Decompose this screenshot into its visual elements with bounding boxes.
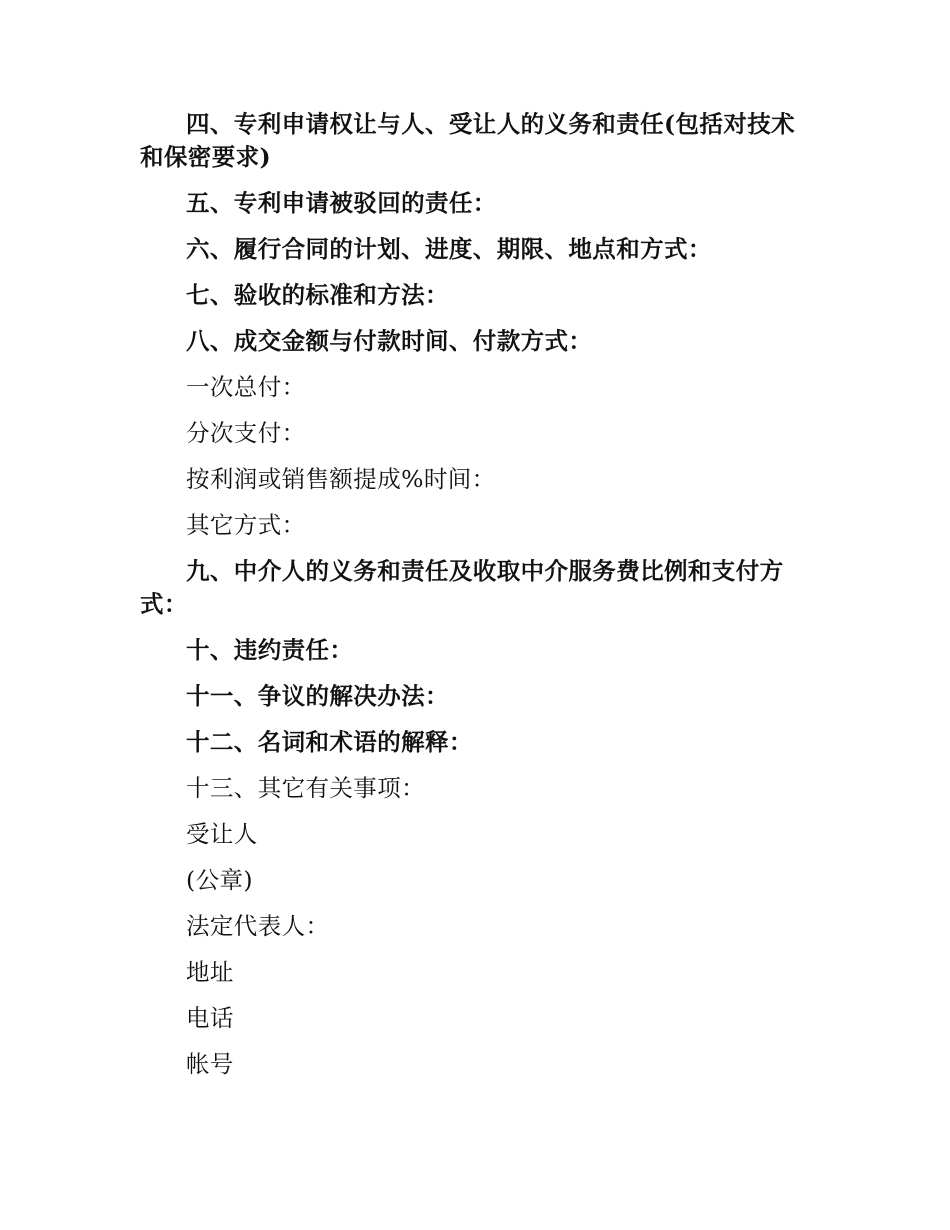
address-label: 地址 bbox=[186, 958, 234, 986]
clause-8-payment: 八、成交金额与付款时间、付款方式： bbox=[186, 327, 593, 355]
clause-10-breach: 十、违约责任： bbox=[186, 636, 354, 664]
account-number-label: 帐号 bbox=[186, 1050, 234, 1078]
official-seal-label: (公章) bbox=[186, 866, 253, 894]
clause-11-disputes: 十一、争议的解决办法： bbox=[186, 682, 449, 710]
clause-12-terms: 十二、名词和术语的解释： bbox=[186, 728, 473, 756]
payment-royalty: 按利润或销售额提成%时间： bbox=[186, 465, 496, 493]
clause-4-obligations: 四、专利申请权让与人、受让人的义务和责任(包括对技术和保密要求) bbox=[140, 110, 796, 171]
document-page bbox=[140, 108, 810, 1081]
legal-representative-label: 法定代表人： bbox=[186, 912, 330, 940]
assignee-label: 受让人 bbox=[186, 820, 258, 848]
payment-installments: 分次支付： bbox=[186, 419, 306, 447]
clause-5-rejection-liability: 五、专利申请被驳回的责任： bbox=[186, 189, 497, 217]
clause-9-intermediary: 九、中介人的义务和责任及收取中介服务费比例和支付方式： bbox=[140, 557, 784, 618]
clause-7-acceptance: 七、验收的标准和方法： bbox=[186, 281, 449, 309]
payment-other: 其它方式： bbox=[186, 511, 306, 539]
clause-13-other-matters: 十三、其它有关事项： bbox=[186, 774, 425, 802]
payment-lump-sum: 一次总付： bbox=[186, 373, 306, 401]
phone-label: 电话 bbox=[186, 1004, 234, 1032]
clause-6-performance-plan: 六、履行合同的计划、进度、期限、地点和方式： bbox=[186, 235, 712, 263]
